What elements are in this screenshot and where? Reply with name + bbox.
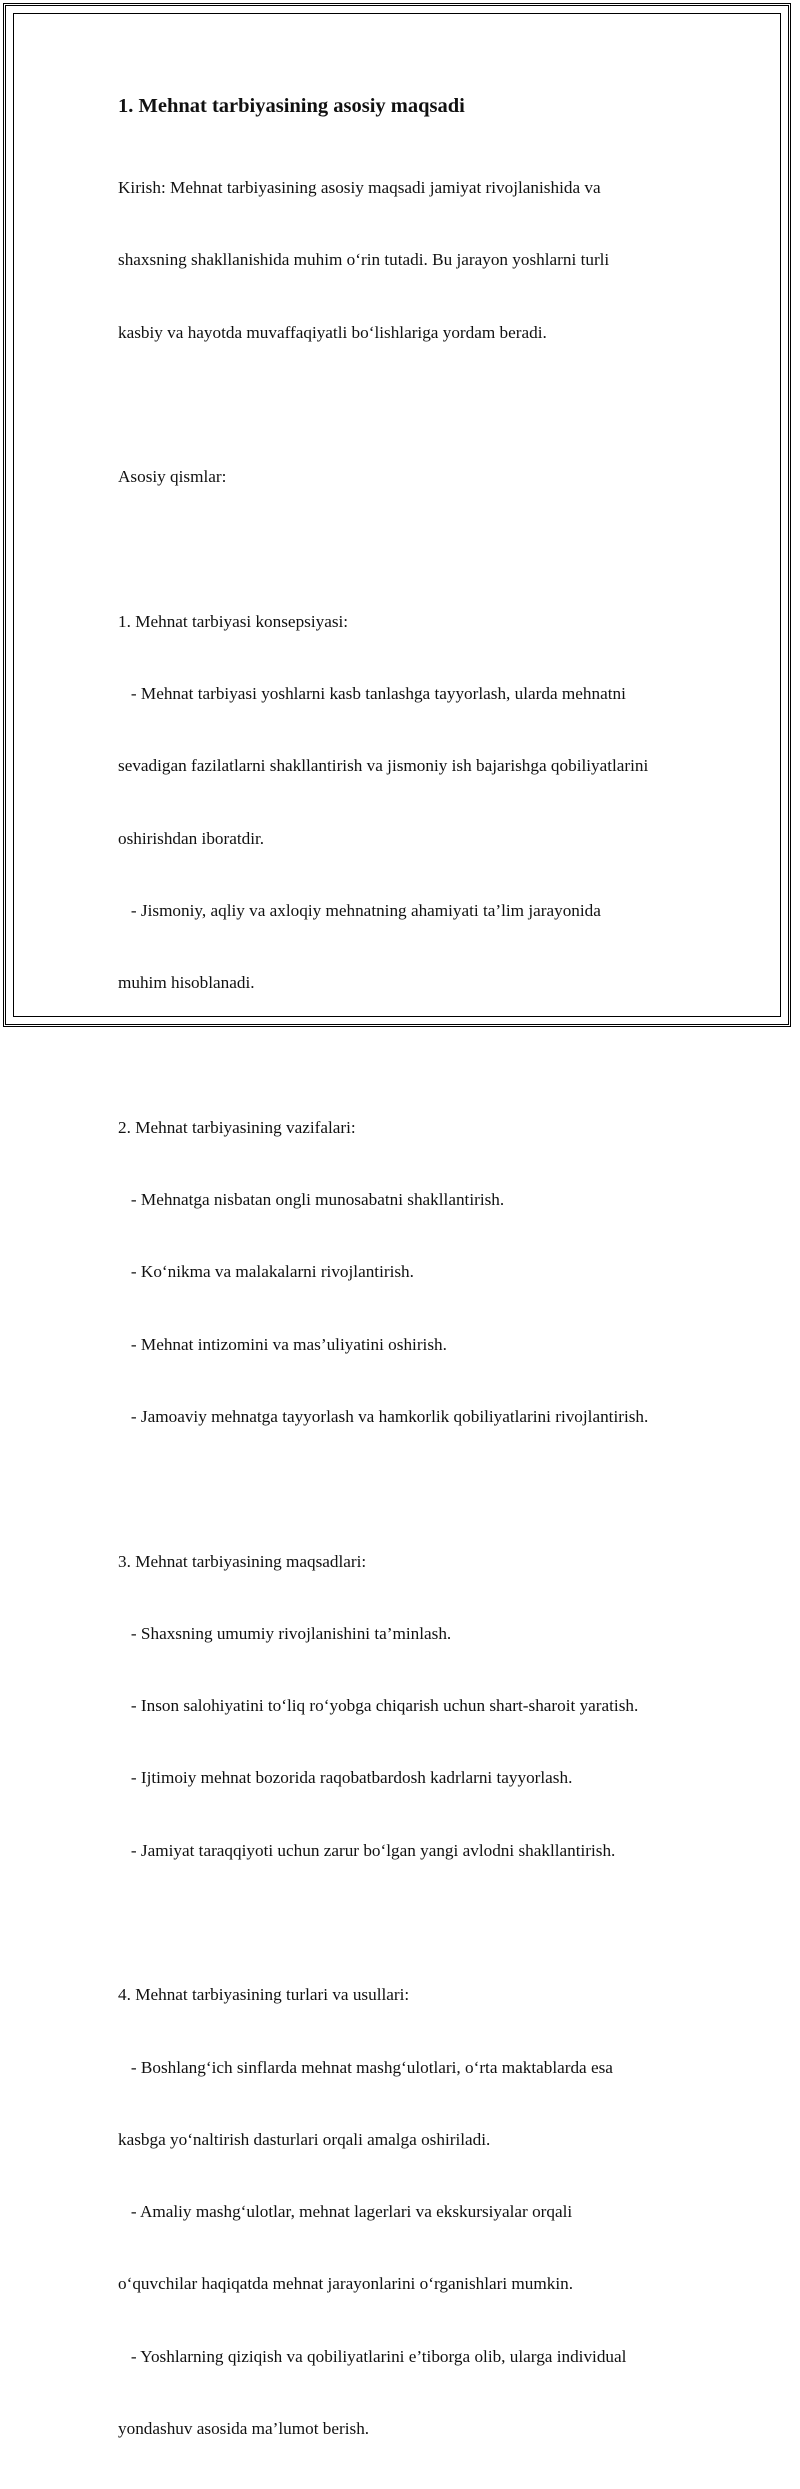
spacer bbox=[118, 538, 718, 562]
section-line: - Jamoaviy mehnatga tayyorlash va hamkorlik qobiliyatlarini rivojlantirish. bbox=[118, 1406, 649, 1426]
section-line: - Jismoniy, aqliy va axloqiy mehnatning ahamiyati ta’lim jarayonida bbox=[118, 901, 601, 920]
section-line: - Shaxsning umumiy rivojlanishini ta’minlash. bbox=[118, 1623, 452, 1643]
section-line: yondashuv asosida ma’lumot berish. bbox=[118, 2418, 370, 2438]
section-heading: 4. Mehnat tarbiyasining turlari va usullari: bbox=[118, 1985, 410, 2005]
intro-line: shaxsning shakllanishida muhim oʻrin tutadi. Bu jarayon yoshlarni turli bbox=[118, 250, 610, 270]
section-3 bbox=[118, 1501, 718, 1911]
section-heading: 3. Mehnat tarbiyasining maqsadlari: bbox=[118, 1551, 367, 1571]
section-line: - Mehnat intizomini va mas’uliyatini oshirish. bbox=[118, 1334, 447, 1354]
section-line: - Mehnat tarbiyasi yoshlarni kasb tanlashga tayyorlash, ularda mehnatni bbox=[118, 684, 626, 704]
section-line: muhim hisoblanadi. bbox=[118, 973, 255, 993]
section-line: kasbga yoʻnaltirish dasturlari orqali amalga oshiriladi. bbox=[118, 2129, 491, 2149]
section-line: - Jamiyat taraqqiyoti uchun zarur boʻlgan yangi avlodni shakllantirish. bbox=[118, 1840, 616, 1860]
section-2 bbox=[118, 1068, 718, 1478]
document-body bbox=[118, 92, 718, 2489]
parts-heading bbox=[118, 417, 718, 537]
section-line: - Inson salohiyatini toʻliq roʻyobga chiqarish uchun shart-sharoit yaratish. bbox=[118, 1696, 639, 1716]
section-line: - Boshlangʻich sinflarda mehnat mashgʻulotlari, oʻrta maktablarda esa bbox=[118, 2057, 613, 2077]
section-line: sevadigan fazilatlarni shakllantirish va jismoniy ish bajarishga qobiliyatlarini bbox=[118, 756, 649, 776]
section-line: - Mehnatga nisbatan ongli munosabatni shakllantirish. bbox=[118, 1190, 505, 1210]
spacer bbox=[118, 1044, 718, 1068]
section-line: - Ijtimoiy mehnat bozorida raqobatbardosh kadrlarni tayyorlash. bbox=[118, 1768, 573, 1788]
spacer bbox=[118, 393, 718, 417]
section-line: oʻquvchilar haqiqatda mehnat jarayonlarini oʻrganishlari mumkin. bbox=[118, 2274, 574, 2294]
section-heading: 1. Mehnat tarbiyasi konsepsiyasi: bbox=[118, 611, 349, 631]
section-line: - Koʻnikma va malakalarni rivojlantirish. bbox=[118, 1262, 414, 1282]
section-line: oshirishdan iboratdir. bbox=[118, 828, 265, 848]
intro-line: Kirish: Mehnat tarbiyasining asosiy maqsadi jamiyat rivojlanishida va bbox=[118, 178, 601, 198]
section-line: - Yoshlarning qiziqish va qobiliyatlarini e’tiborga olib, ularga individual bbox=[118, 2346, 627, 2366]
intro-paragraph bbox=[118, 128, 718, 393]
document-title: 1. Mehnat tarbiyasining asosiy maqsadi bbox=[118, 95, 465, 117]
section-line: - Amaliy mashgʻulotlar, mehnat lagerlari va ekskursiyalar orqali bbox=[118, 2202, 573, 2222]
parts-heading-text: Asosiy qismlar: bbox=[118, 467, 227, 487]
spacer bbox=[118, 1911, 718, 1935]
section-1 bbox=[118, 562, 718, 1044]
intro-line: kasbiy va hayotda muvaffaqiyatli boʻlishlariga yordam beradi. bbox=[118, 322, 547, 342]
spacer bbox=[118, 1477, 718, 1501]
section-heading: 2. Mehnat tarbiyasining vazifalari: bbox=[118, 1117, 356, 1137]
section-4 bbox=[118, 1935, 718, 2489]
